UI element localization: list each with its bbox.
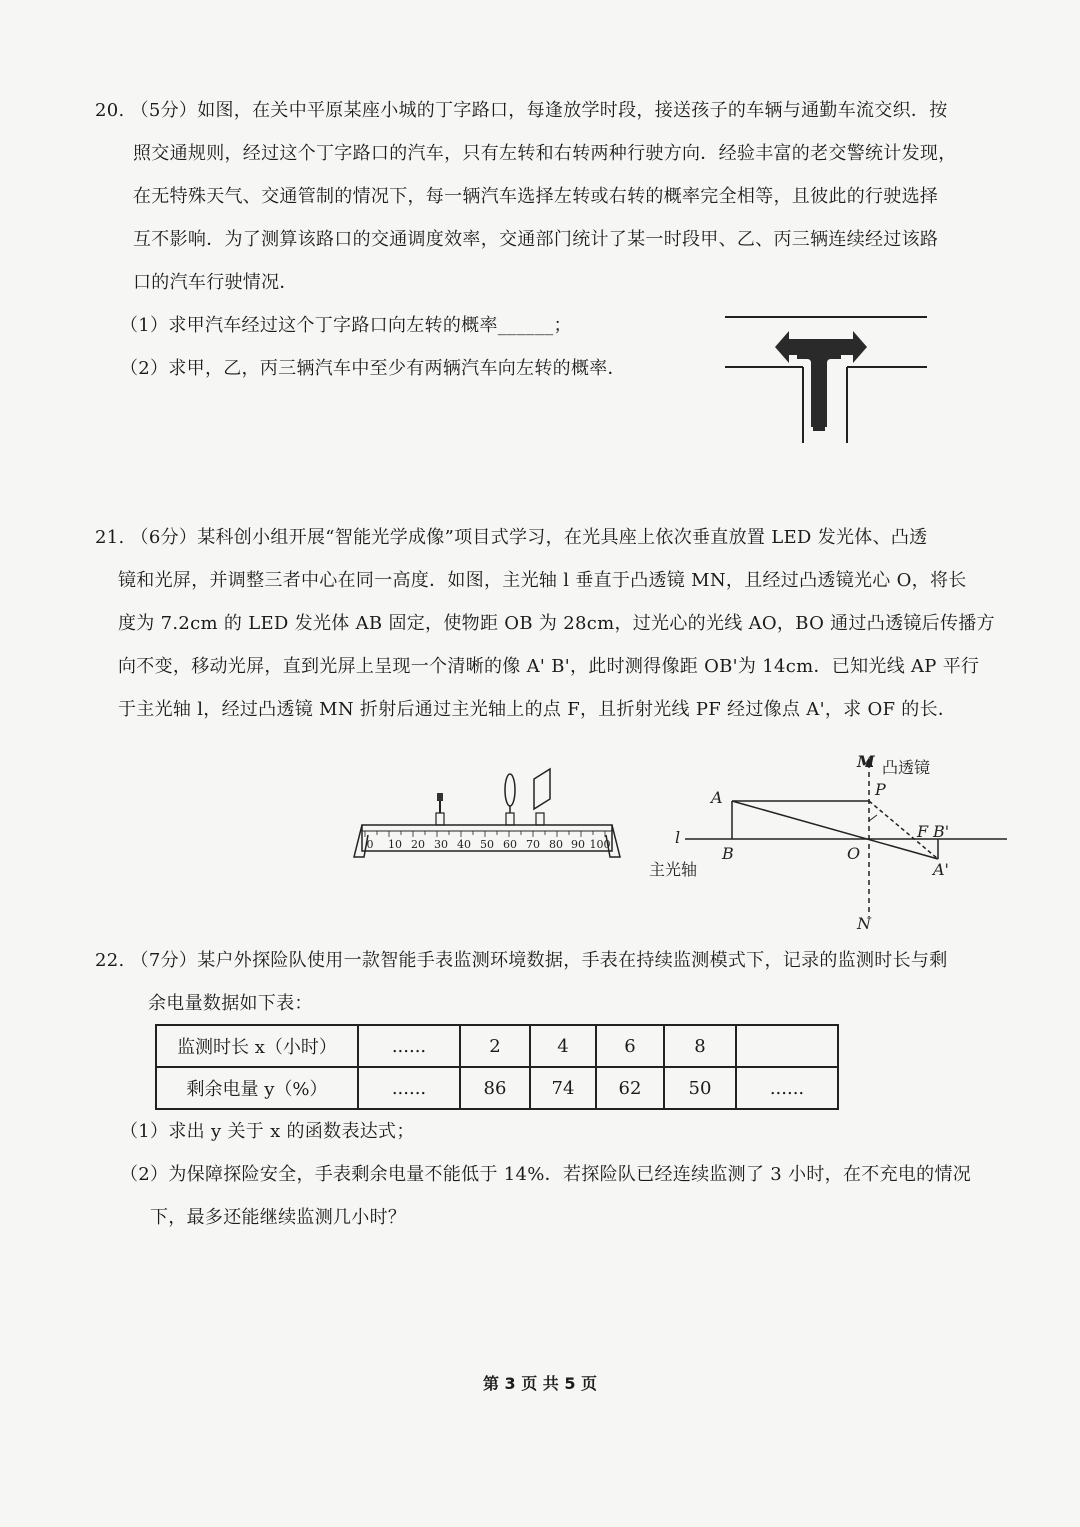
ruler-tick: 90 bbox=[571, 838, 585, 851]
q21-line-1: 21. （6分）某科创小组开展“智能光学成像”项目式学习，在光具座上依次垂直放置 LED 发光体、凸透 bbox=[95, 527, 928, 548]
table-cell: 50 bbox=[664, 1067, 736, 1109]
q20-sub2: （2）求甲，乙，丙三辆汽车中至少有两辆汽车向左转的概率． bbox=[120, 358, 626, 379]
q20-line-2: 照交通规则，经过这个丁字路口的汽车，只有左转和右转两种行驶方向．经验丰富的老交警统计发现， bbox=[133, 143, 957, 164]
ruler-tick: 60 bbox=[503, 838, 517, 851]
q22-sub2-line-1: （2）为保障探险安全，手表剩余电量不能低于 14%．若探险队已经连续监测了 3 小时，在不充电的情况 bbox=[120, 1164, 972, 1185]
q22-line-1: 22. （7分）某户外探险队使用一款智能手表监测环境数据，手表在持续监测模式下，记录的监测时长与剩 bbox=[95, 950, 948, 971]
label-N: N bbox=[857, 914, 871, 933]
label-O: O bbox=[847, 844, 861, 863]
label-Bprime: B' bbox=[933, 822, 950, 841]
screen-icon bbox=[534, 769, 550, 825]
table-cell: 6 bbox=[596, 1025, 664, 1067]
q22-sub2-line-2: 下，最多还能继续监测几小时？ bbox=[150, 1207, 407, 1228]
table-header-cell: 剩余电量 y（%） bbox=[156, 1067, 358, 1109]
ruler-tick: 50 bbox=[480, 838, 494, 851]
table-cell: 86 bbox=[460, 1067, 530, 1109]
q21-line-3: 度为 7.2cm 的 LED 发光体 AB 固定，使物距 OB 为 28cm，过光心的光线 AO，BO 通过凸透镜后传播方 bbox=[118, 613, 995, 634]
optical-bench-figure bbox=[340, 765, 640, 865]
q21-line-4: 向不变，移动光屏，直到光屏上呈现一个清晰的像 A' B'，此时测得像距 OB'为 14cm．已知光线 AP 平行 bbox=[118, 656, 980, 677]
q20-line-3: 在无特殊天气、交通管制的情况下，每一辆汽车选择左转或右转的概率完全相等，且彼此的行驶选择 bbox=[133, 186, 939, 207]
q20-line-4: 互不影响．为了测算该路口的交通调度效率，交通部门统计了某一时段甲、乙、丙三辆连续经过该路 bbox=[133, 229, 939, 250]
q21-line-2: 镜和光屏，并调整三者中心在同一高度．如图，主光轴 l 垂直于凸透镜 MN，且经过凸透镜光心 O，将长 bbox=[118, 570, 967, 591]
label-P: P bbox=[875, 780, 886, 799]
table-header-cell: 监测时长 x（小时） bbox=[156, 1025, 358, 1067]
led-source-icon bbox=[436, 793, 444, 825]
label-B: B bbox=[722, 844, 734, 863]
ruler-tick: 30 bbox=[434, 838, 448, 851]
q20-line-1: 20. （5分）如图，在关中平原某座小城的丁字路口，每逢放学时段，接送孩子的车辆与通勤车流交织．按 bbox=[95, 100, 948, 121]
table-cell: ...... bbox=[358, 1025, 460, 1067]
table-cell: ...... bbox=[736, 1067, 838, 1109]
table-cell bbox=[736, 1025, 838, 1067]
label-main-axis: 主光轴 bbox=[649, 860, 698, 879]
ruler-tick: 80 bbox=[549, 838, 563, 851]
ruler-tick: 20 bbox=[411, 838, 425, 851]
q22-line-2: 余电量数据如下表： bbox=[148, 993, 313, 1014]
label-l: l bbox=[675, 828, 681, 847]
label-lens: 凸透镜 bbox=[882, 758, 931, 777]
q21-line-5: 于主光轴 l，经过凸透镜 MN 折射后通过主光轴上的点 F，且折射光线 PF 经过像点 A'，求 OF 的长． bbox=[118, 699, 957, 720]
page-footer: 第 3 页 共 5 页 bbox=[482, 1374, 598, 1393]
table-cell: 8 bbox=[664, 1025, 736, 1067]
ruler-tick: 100 bbox=[589, 838, 611, 851]
ruler-tick: 0 bbox=[366, 838, 374, 851]
label-Aprime: A' bbox=[933, 860, 949, 879]
table-row bbox=[156, 1067, 838, 1109]
table-cell: ...... bbox=[358, 1067, 460, 1109]
ruler-tick: 10 bbox=[388, 838, 402, 851]
label-M: M bbox=[857, 752, 875, 771]
q20-sub1: （1）求甲汽车经过这个丁字路口向左转的概率______； bbox=[120, 315, 572, 336]
ruler-tick: 40 bbox=[457, 838, 471, 851]
battery-table bbox=[155, 1024, 839, 1110]
ray-diagram bbox=[645, 745, 1015, 935]
table-cell: 2 bbox=[460, 1025, 530, 1067]
q20-line-5: 口的汽车行驶情况． bbox=[133, 272, 298, 293]
label-A: A bbox=[711, 788, 723, 807]
q22-sub1: （1）求出 y 关于 x 的函数表达式； bbox=[120, 1121, 415, 1142]
table-cell: 74 bbox=[530, 1067, 596, 1109]
lens-icon bbox=[505, 774, 515, 825]
t-junction-figure bbox=[715, 305, 945, 450]
table-cell: 4 bbox=[530, 1025, 596, 1067]
ruler-tick: 70 bbox=[526, 838, 540, 851]
table-row bbox=[156, 1025, 838, 1067]
label-F: F bbox=[917, 822, 929, 841]
table-cell: 62 bbox=[596, 1067, 664, 1109]
